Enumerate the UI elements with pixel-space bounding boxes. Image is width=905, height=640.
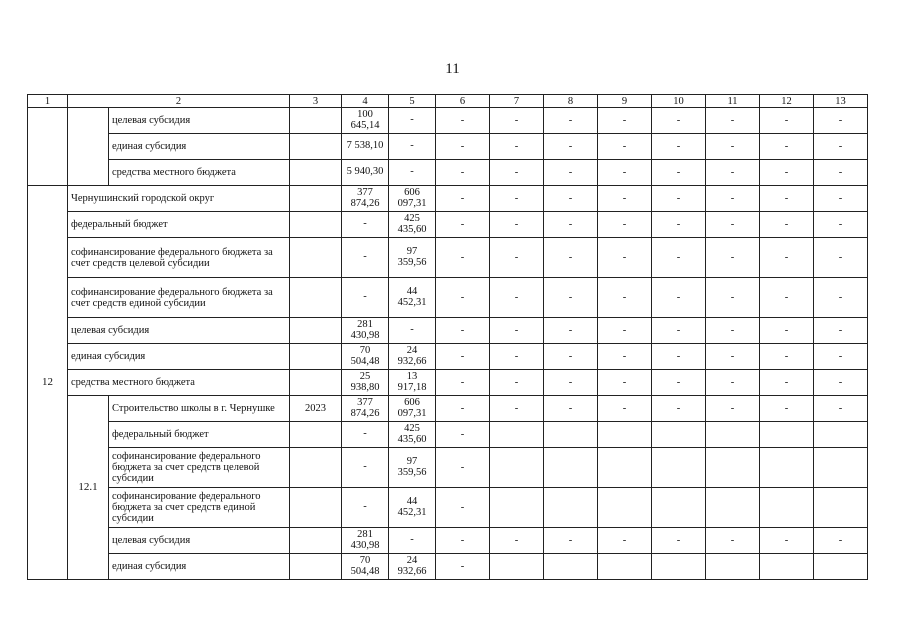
amount-cell: 13 917,18	[389, 370, 436, 396]
value-cell: -	[436, 370, 490, 396]
value-cell: -	[490, 212, 544, 238]
header-cell: 7	[490, 95, 544, 108]
value-cell	[598, 554, 652, 580]
table-row	[28, 448, 868, 488]
year-cell: 2023	[290, 396, 342, 422]
value-cell: -	[598, 160, 652, 186]
header-cell: 3	[290, 95, 342, 108]
value-cell: -	[652, 370, 706, 396]
value-cell: -	[436, 554, 490, 580]
header-cell: 5	[389, 95, 436, 108]
row-label: федеральный бюджет	[68, 212, 290, 238]
row-label: Строительство школы в г. Чернушке	[109, 396, 290, 422]
amount-cell: -	[342, 448, 389, 488]
value-cell: -	[652, 528, 706, 554]
value-cell: -	[706, 370, 760, 396]
table-row	[28, 212, 868, 238]
value-cell: -	[760, 212, 814, 238]
value-cell: -	[598, 238, 652, 278]
value-cell: -	[814, 318, 868, 344]
value-cell	[706, 554, 760, 580]
row-label: Чернушинский городской округ	[68, 186, 290, 212]
amount-cell: 70 504,48	[342, 554, 389, 580]
value-cell: -	[760, 108, 814, 134]
value-cell: -	[490, 370, 544, 396]
year-cell	[290, 422, 342, 448]
amount-cell: -	[342, 238, 389, 278]
table-row	[28, 238, 868, 278]
amount-cell: 44 452,31	[389, 278, 436, 318]
amount-cell: 97 359,56	[389, 238, 436, 278]
value-cell: -	[760, 238, 814, 278]
value-cell: -	[490, 186, 544, 212]
value-cell: -	[652, 318, 706, 344]
value-cell: -	[598, 528, 652, 554]
table-row	[28, 488, 868, 528]
value-cell: -	[814, 396, 868, 422]
amount-cell: -	[389, 160, 436, 186]
value-cell: -	[544, 396, 598, 422]
header-cell: 9	[598, 95, 652, 108]
value-cell: -	[814, 108, 868, 134]
amount-cell: 24 932,66	[389, 344, 436, 370]
header-cell: 8	[544, 95, 598, 108]
row-label: целевая субсидия	[109, 108, 290, 134]
value-cell: -	[436, 160, 490, 186]
value-cell: -	[598, 318, 652, 344]
year-cell	[290, 278, 342, 318]
value-cell: -	[436, 134, 490, 160]
subrow-number-cell	[68, 108, 109, 186]
value-cell: -	[598, 134, 652, 160]
value-cell: -	[490, 238, 544, 278]
value-cell: -	[652, 212, 706, 238]
row-label: единая субсидия	[109, 554, 290, 580]
value-cell	[814, 554, 868, 580]
value-cell: -	[760, 318, 814, 344]
value-cell: -	[760, 344, 814, 370]
value-cell: -	[544, 212, 598, 238]
amount-cell: 7 538,10	[342, 134, 389, 160]
value-cell: -	[436, 344, 490, 370]
value-cell: -	[814, 344, 868, 370]
amount-cell: 5 940,30	[342, 160, 389, 186]
value-cell: -	[598, 108, 652, 134]
year-cell	[290, 528, 342, 554]
value-cell: -	[544, 238, 598, 278]
value-cell: -	[814, 134, 868, 160]
value-cell: -	[436, 212, 490, 238]
value-cell: -	[490, 134, 544, 160]
value-cell: -	[652, 160, 706, 186]
table-row	[28, 370, 868, 396]
row-label: софинансирование федерального бюджета за счет средств единой субсидии	[109, 488, 290, 528]
value-cell: -	[706, 318, 760, 344]
value-cell: -	[436, 422, 490, 448]
value-cell	[652, 554, 706, 580]
value-cell: -	[436, 528, 490, 554]
amount-cell: -	[342, 422, 389, 448]
subrow-number-cell: 12.1	[68, 396, 109, 580]
table-row	[28, 186, 868, 212]
value-cell	[544, 448, 598, 488]
table-body	[28, 95, 868, 580]
value-cell: -	[490, 160, 544, 186]
row-label: средства местного бюджета	[68, 370, 290, 396]
amount-cell: 24 932,66	[389, 554, 436, 580]
value-cell	[652, 488, 706, 528]
value-cell: -	[544, 108, 598, 134]
value-cell: -	[706, 186, 760, 212]
value-cell	[760, 448, 814, 488]
value-cell: -	[814, 278, 868, 318]
year-cell	[290, 212, 342, 238]
row-label: целевая субсидия	[109, 528, 290, 554]
value-cell	[760, 422, 814, 448]
amount-cell: 377 874,26	[342, 396, 389, 422]
value-cell: -	[544, 528, 598, 554]
value-cell	[706, 488, 760, 528]
row-label: софинансирование федерального бюджета за счет средств целевой субсидии	[68, 238, 290, 278]
value-cell: -	[652, 396, 706, 422]
value-cell	[706, 448, 760, 488]
value-cell: -	[814, 370, 868, 396]
row-label: единая субсидия	[109, 134, 290, 160]
row-label: софинансирование федерального бюджета за счет средств единой субсидии	[68, 278, 290, 318]
value-cell: -	[652, 278, 706, 318]
amount-cell: -	[389, 528, 436, 554]
value-cell: -	[598, 370, 652, 396]
value-cell	[598, 448, 652, 488]
value-cell: -	[760, 134, 814, 160]
value-cell: -	[436, 108, 490, 134]
value-cell: -	[652, 344, 706, 370]
row-label: средства местного бюджета	[109, 160, 290, 186]
value-cell: -	[490, 108, 544, 134]
header-cell: 1	[28, 95, 68, 108]
table-row	[28, 134, 868, 160]
value-cell: -	[598, 212, 652, 238]
header-cell: 10	[652, 95, 706, 108]
value-cell: -	[814, 238, 868, 278]
header-row	[28, 95, 868, 108]
value-cell: -	[544, 134, 598, 160]
value-cell	[544, 422, 598, 448]
table-row	[28, 160, 868, 186]
row-label: федеральный бюджет	[109, 422, 290, 448]
value-cell: -	[436, 448, 490, 488]
value-cell: -	[814, 212, 868, 238]
table-row	[28, 278, 868, 318]
amount-cell: -	[389, 108, 436, 134]
value-cell: -	[760, 186, 814, 212]
value-cell: -	[544, 318, 598, 344]
value-cell: -	[706, 212, 760, 238]
value-cell	[760, 488, 814, 528]
value-cell: -	[436, 488, 490, 528]
value-cell: -	[436, 278, 490, 318]
amount-cell: -	[342, 278, 389, 318]
value-cell: -	[706, 160, 760, 186]
table-row	[28, 396, 868, 422]
value-cell: -	[544, 344, 598, 370]
value-cell: -	[490, 344, 544, 370]
table-row	[28, 108, 868, 134]
amount-cell: 100 645,14	[342, 108, 389, 134]
value-cell: -	[760, 528, 814, 554]
value-cell: -	[490, 396, 544, 422]
value-cell	[814, 488, 868, 528]
value-cell: -	[652, 108, 706, 134]
row-number-cell: 12	[28, 186, 68, 580]
value-cell: -	[490, 528, 544, 554]
amount-cell: 281 430,98	[342, 528, 389, 554]
value-cell	[490, 488, 544, 528]
table-row	[28, 422, 868, 448]
header-cell: 6	[436, 95, 490, 108]
amount-cell: 606 097,31	[389, 396, 436, 422]
value-cell: -	[706, 528, 760, 554]
value-cell: -	[706, 108, 760, 134]
amount-cell: -	[342, 488, 389, 528]
page-number: 11	[445, 61, 460, 77]
header-cell: 13	[814, 95, 868, 108]
table-row	[28, 554, 868, 580]
value-cell: -	[436, 396, 490, 422]
value-cell	[598, 488, 652, 528]
value-cell: -	[706, 344, 760, 370]
value-cell	[544, 554, 598, 580]
value-cell: -	[652, 134, 706, 160]
value-cell: -	[436, 318, 490, 344]
value-cell: -	[706, 278, 760, 318]
row-label: софинансирование федерального бюджета за счет средств целевой субсидии	[109, 448, 290, 488]
value-cell: -	[598, 344, 652, 370]
year-cell	[290, 238, 342, 278]
year-cell	[290, 554, 342, 580]
value-cell: -	[544, 160, 598, 186]
value-cell	[706, 422, 760, 448]
value-cell	[490, 422, 544, 448]
amount-cell: 70 504,48	[342, 344, 389, 370]
amount-cell: 377 874,26	[342, 186, 389, 212]
value-cell: -	[652, 186, 706, 212]
year-cell	[290, 108, 342, 134]
value-cell: -	[814, 160, 868, 186]
year-cell	[290, 318, 342, 344]
row-label: единая субсидия	[68, 344, 290, 370]
value-cell: -	[760, 278, 814, 318]
header-cell: 11	[706, 95, 760, 108]
amount-cell: 281 430,98	[342, 318, 389, 344]
value-cell: -	[544, 370, 598, 396]
amount-cell: 44 452,31	[389, 488, 436, 528]
value-cell: -	[760, 160, 814, 186]
year-cell	[290, 160, 342, 186]
value-cell: -	[760, 370, 814, 396]
value-cell	[490, 448, 544, 488]
value-cell: -	[490, 278, 544, 318]
value-cell: -	[814, 186, 868, 212]
value-cell	[814, 422, 868, 448]
amount-cell: -	[389, 318, 436, 344]
value-cell: -	[814, 528, 868, 554]
value-cell: -	[436, 186, 490, 212]
value-cell: -	[706, 238, 760, 278]
table-row	[28, 344, 868, 370]
header-cell: 2	[68, 95, 290, 108]
value-cell: -	[760, 396, 814, 422]
value-cell: -	[598, 186, 652, 212]
year-cell	[290, 134, 342, 160]
year-cell	[290, 344, 342, 370]
amount-cell: 606 097,31	[389, 186, 436, 212]
header-cell: 12	[760, 95, 814, 108]
year-cell	[290, 186, 342, 212]
value-cell: -	[544, 278, 598, 318]
value-cell: -	[544, 186, 598, 212]
value-cell: -	[652, 238, 706, 278]
value-cell	[760, 554, 814, 580]
row-label: целевая субсидия	[68, 318, 290, 344]
value-cell: -	[706, 134, 760, 160]
value-cell: -	[598, 396, 652, 422]
value-cell: -	[490, 318, 544, 344]
amount-cell: -	[389, 134, 436, 160]
value-cell	[652, 422, 706, 448]
value-cell	[814, 448, 868, 488]
value-cell: -	[436, 238, 490, 278]
header-cell: 4	[342, 95, 389, 108]
amount-cell: 425 435,60	[389, 422, 436, 448]
year-cell	[290, 370, 342, 396]
amount-cell: 425 435,60	[389, 212, 436, 238]
value-cell	[544, 488, 598, 528]
budget-table	[27, 94, 868, 580]
value-cell: -	[706, 396, 760, 422]
value-cell	[652, 448, 706, 488]
year-cell	[290, 488, 342, 528]
value-cell	[490, 554, 544, 580]
value-cell	[598, 422, 652, 448]
amount-cell: 25 938,80	[342, 370, 389, 396]
table-row	[28, 528, 868, 554]
value-cell: -	[598, 278, 652, 318]
amount-cell: -	[342, 212, 389, 238]
row-number-cell	[28, 108, 68, 186]
table-row	[28, 318, 868, 344]
year-cell	[290, 448, 342, 488]
amount-cell: 97 359,56	[389, 448, 436, 488]
